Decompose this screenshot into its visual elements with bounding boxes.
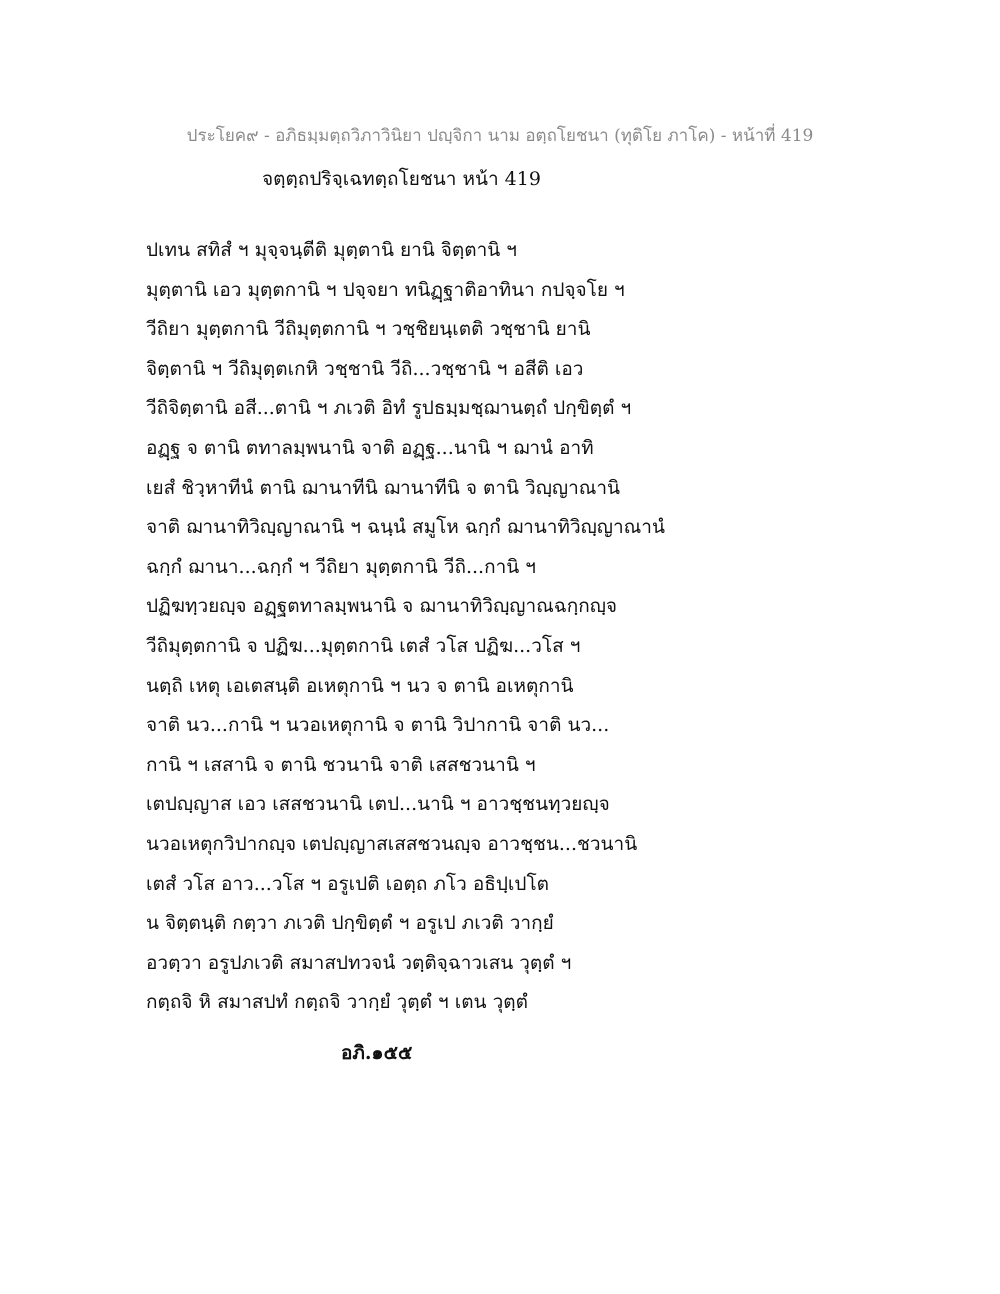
text-line: จาติ ฌานาทิวิญฺญาณานิ ฯ ฉนฺนํ สมูโห ฉกฺกํ ฌานาทิวิญฺญาณานํ [146, 516, 665, 539]
text-line: มุตฺตานิ เอว มุตฺตกานิ ฯ ปจฺจยา ทนิฏฺฐาติอาทินา กปจฺจโย ฯ [146, 278, 625, 301]
text-line: ปเทน สทิสํ ฯ มุจฺจนฺตีติ มุตฺตานิ ยานิ จิตฺตานิ ฯ [146, 239, 517, 261]
text-line: เตปญฺญาส เอว เสสชวนานิ เตป...นานิ ฯ อาวชฺชนทฺวยญฺจ [146, 793, 610, 816]
text-line: จิตฺตานิ ฯ วีถิมุตฺตเกหิ วชฺชานิ วีถิ...วชฺชานิ ฯ อสีติ เอว [146, 357, 584, 380]
text-line: เตสํ วโส อาว...วโส ฯ อรูเปติ เอตฺถ ภโว อธิปฺเปโต [146, 872, 550, 895]
text-line: วีถิจิตฺตานิ อสี...ตานิ ฯ ภเวติ อิทํ รูปธมฺมชฺฌานตฺถํ ปกฺขิตฺตํ ฯ [146, 397, 632, 420]
text-line: วีถิมุตฺตกานิ จ ปฏิฆ...มุตฺตกานิ เตสํ วโส ปฏิฆ...วโส ฯ [146, 634, 581, 657]
body-text [146, 236, 866, 1028]
footer-page-code: อภิ.๑๕๕ [341, 1042, 413, 1064]
text-line: อฏฺฐ จ ตานิ ตทาลมฺพนานิ จาติ อฏฺฐ...นานิ ฯ ฌานํ อาทิ [146, 436, 594, 459]
text-line: กตฺถจิ หิ สมาสปทํ กตฺถจิ วากฺยํ วุตฺตํ ฯ เตน วุตฺตํ [146, 991, 528, 1014]
text-line: นตฺถิ เหตุ เอเตสนฺติ อเหตุกานิ ฯ นว จ ตานิ อเหตุกานิ [146, 674, 574, 697]
text-line: วีถิยา มุตฺตกานิ วีถิมุตฺตกานิ ฯ วชฺชิยนฺเตติ วชฺชานิ ยานิ [146, 318, 591, 341]
text-line: กานิ ฯ เสสานิ จ ตานิ ชวนานิ จาติ เสสชวนานิ ฯ [146, 753, 536, 776]
text-line: นวอเหตุกวิปากญฺจ เตปญฺญาสเสสชวนญฺจ อาวชฺชน...ชวนานิ [146, 832, 638, 855]
text-line: น จิตฺตนฺติ กตฺวา ภเวติ ปกฺขิตฺตํ ฯ อรูเป ภเวติ วากฺยํ [146, 912, 554, 935]
running-header: ประโยค๙ - อภิธมฺมตฺถวิภาวินิยา ปญฺจิกา นาม อตฺถโยชนา (ทุติโย ภาโค) - หน้าที่ 419 [186, 126, 814, 146]
text-line: อวตฺวา อรูปภเวติ สมาสปทวจนํ วตฺติจฺฉาวเสน วุตฺตํ ฯ [146, 951, 572, 974]
text-line: ฉกฺกํ ฌานา...ฉกฺกํ ฯ วีถิยา มุตฺตกานิ วีถิ...กานิ ฯ [146, 555, 536, 578]
text-line: ปฏิฆทฺวยญฺจ อฏฺฐตทาลมฺพนานิ จ ฌานาทิวิญฺญาณฉกฺกญฺจ [146, 595, 618, 618]
text-line: เยสํ ชิวฺหาทีนํ ตานิ ฌานาทีนิ ฌานาทีนิ จ ตานิ วิญฺญาณานิ [146, 476, 621, 499]
page-title: จตฺตฺถปริจฺเฉทตฺถโยชนา หน้า 419 [262, 168, 541, 190]
text-line: จาติ นว...กานิ ฯ นวอเหตุกานิ จ ตานิ วิปากานิ จาติ นว... [146, 714, 610, 737]
